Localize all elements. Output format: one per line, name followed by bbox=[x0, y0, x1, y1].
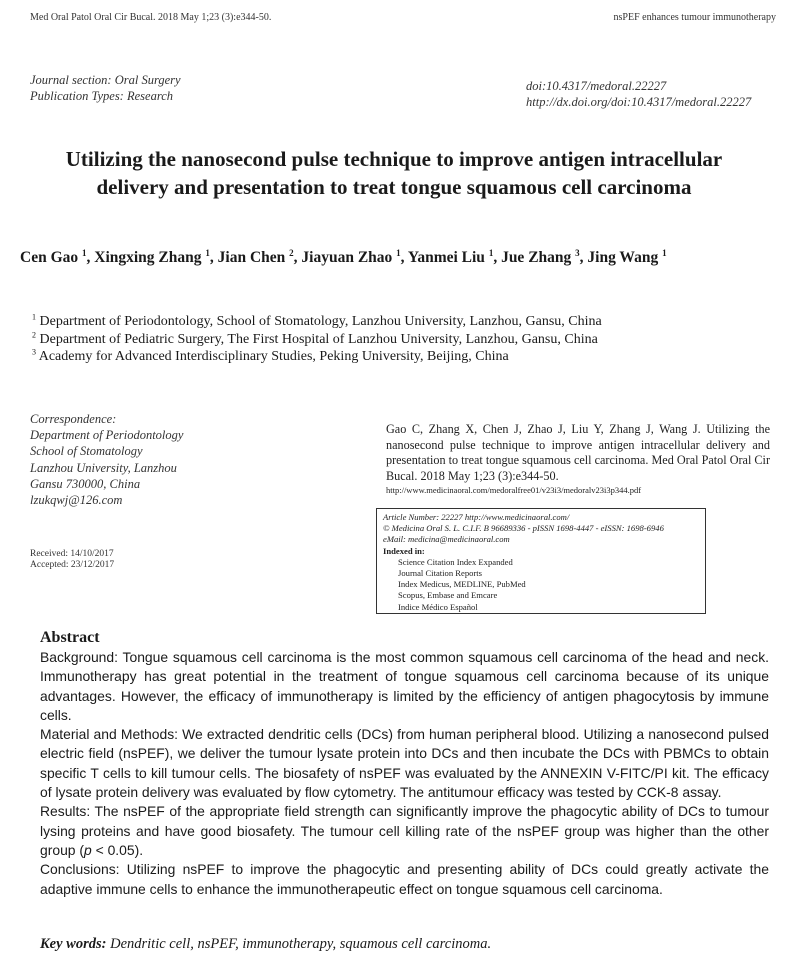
abstract bbox=[40, 628, 769, 899]
running-header-left: Med Oral Patol Oral Cir Bucal. 2018 May 1;23 (3):e344-50. bbox=[30, 12, 272, 23]
article-info-box bbox=[376, 508, 706, 614]
correspondence-line: School of Stomatology bbox=[30, 444, 143, 459]
index-item: Journal Citation Reports bbox=[398, 568, 483, 579]
affiliation: $^3$ Academy for Advanced Interdisciplinary Studies, Peking University, Beijing, China bbox=[32, 347, 509, 364]
doi: doi:10.4317/medoral.22227 bbox=[526, 79, 667, 93]
journal-meta bbox=[30, 72, 181, 104]
author: Jue Zhang $^3$, bbox=[501, 247, 588, 266]
running-header-right: nsPEF enhances tumour immunotherapy bbox=[613, 12, 776, 23]
abstract-heading: Abstract bbox=[40, 629, 100, 646]
correspondence-email[interactable]: lzukqwj@126.com bbox=[30, 493, 123, 508]
abstract-conclusions: Conclusions: Utilizing nsPEF to improve the phagocytic and presenting ability of DCs could greatly activate the adaptive immune cells to enhance the immunotherapeutic effect on tongue squamous cell carcinoma. bbox=[40, 861, 769, 897]
doi-block bbox=[526, 78, 751, 110]
citation-text: Gao C, Zhang X, Chen J, Zhao J, Liu Y, Zhang J, Wang J. Utilizing the nanosecond pulse technique to improve antigen intracellular delivery and presentation to treat tongue squamous cell carcinoma. Med Oral Patol Oral Cir Bucal. 2018 May 1;23 (3):e344-50. bbox=[386, 422, 770, 483]
correspondence-line: Gansu 730000, China bbox=[30, 476, 141, 491]
author: Yanmei Liu $^1$, bbox=[407, 247, 502, 266]
received-date: Received: 14/10/2017 bbox=[30, 549, 114, 559]
author: Cen Gao $^1$, bbox=[20, 247, 95, 266]
keywords bbox=[40, 936, 491, 953]
correspondence-line: Lanzhou University, Lanzhou bbox=[30, 460, 177, 475]
affiliation: $^1$ Department of Periodontology, School of Stomatology, Lanzhou University, Lanzhou, Gansu, China bbox=[32, 312, 602, 329]
keywords-label: Key words: bbox=[40, 936, 107, 952]
index-item: Scopus, Embase and Emcare bbox=[398, 590, 498, 601]
title-line-1: Utilizing the nanosecond pulse technique to improve antigen intracellular bbox=[65, 147, 723, 171]
abstract-results: Results: The nsPEF of the appropriate field strength can significantly improve the phagocytic ability of DCs to tumour lysing proteins and have good biosafety. The tumour cell killing rate of the nsPEF group was higher than the other group (p < 0.05). bbox=[40, 803, 769, 858]
doi-link[interactable]: http://dx.doi.org/doi:10.4317/medoral.22227 bbox=[526, 95, 752, 109]
author: Jiayuan Zhao $^1$, bbox=[301, 247, 408, 266]
correspondence bbox=[30, 411, 183, 508]
article-number: Article Number: 22227 http://www.medicinaoral.com/ bbox=[383, 512, 570, 522]
correspondence-label: Correspondence: bbox=[30, 412, 117, 426]
abstract-background: Background: Tongue squamous cell carcinoma is the most common squamous cell carcinoma of the head and neck. Immunotherapy has great potential in the treatment of tongue squamous cell carcinoma because of its unique advantages. However, the efficacy of immunotherapy is limited by the efficiency of antigen phagocytosis by immune cells. bbox=[40, 649, 769, 723]
author: Jing Wang $^1$ bbox=[587, 247, 667, 266]
dates bbox=[30, 549, 114, 571]
title-line-2: delivery and presentation to treat tongue squamous cell carcinoma bbox=[96, 175, 692, 199]
indexed-label: Indexed in: bbox=[383, 545, 425, 556]
affiliation: $^2$ Department of Pediatric Surgery, The First Hospital of Lanzhou University, Lanzhou, Gansu, China bbox=[32, 329, 598, 347]
affiliations bbox=[32, 313, 602, 366]
index-item: Science Citation Index Expanded bbox=[398, 556, 513, 567]
publication-type: Publication Types: Research bbox=[30, 89, 174, 103]
keywords-text: Dendritic cell, nsPEF, immunotherapy, squamous cell carcinoma. bbox=[110, 936, 492, 952]
index-item: Indice Médico Español bbox=[398, 601, 478, 612]
copyright: © Medicina Oral S. L. C.I.F. B 96689336 - pISSN 1698-4447 - eISSN: 1698-6946 bbox=[383, 523, 664, 534]
citation-url[interactable]: http://www.medicinaoral.com/medoralfree01/v23i3/medoralv23i3p344.pdf bbox=[386, 485, 642, 495]
journal-email: eMail: medicina@medicinaoral.com bbox=[383, 534, 510, 545]
author: Xingxing Zhang $^1$, bbox=[94, 247, 218, 266]
article-title bbox=[20, 145, 768, 201]
citation bbox=[386, 422, 770, 496]
abstract-methods: Material and Methods: We extracted dendritic cells (DCs) from human peripheral blood. Utilizing a nanosecond pulsed electric field (nsPEF), we deliver the tumour lysate protein into DCs and then incubate the DCs with PBMCs to obtain specific T cells to kill tumour cells. The biosafety of nsPEF was evaluated by the ANNEXIN V-FITC/PI kit. The efficacy of lysate protein delivery was evaluated by flow cytometry. The antitumour efficacy was tested by CCK-8 assay. bbox=[40, 726, 769, 801]
correspondence-line: Department of Periodontology bbox=[30, 428, 184, 443]
index-item: Index Medicus, MEDLINE, PubMed bbox=[398, 579, 526, 590]
journal-section: Journal section: Oral Surgery bbox=[30, 73, 181, 87]
author: Jian Chen $^2$, bbox=[217, 247, 302, 266]
accepted-date: Accepted: 23/12/2017 bbox=[30, 560, 115, 570]
author-list bbox=[20, 247, 768, 269]
